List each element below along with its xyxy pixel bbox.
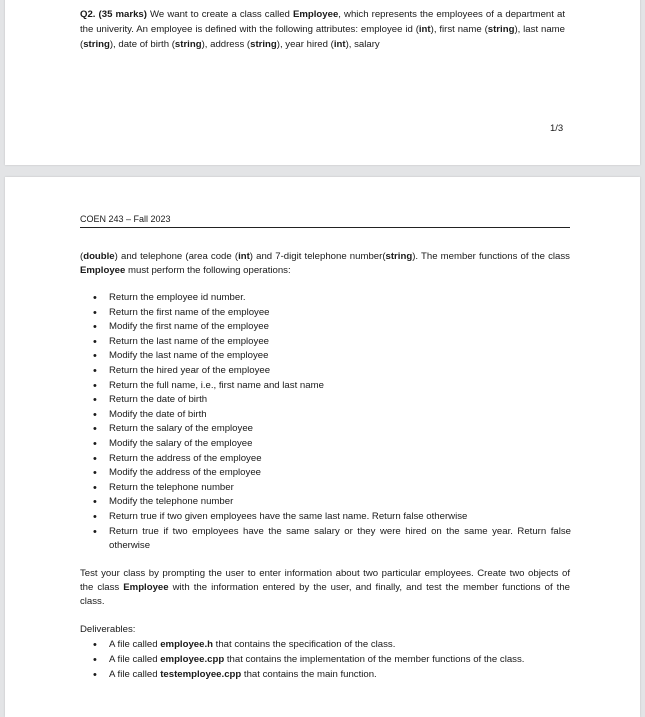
list-item: • Return the address of the employee bbox=[93, 452, 571, 467]
file-name: employee.h bbox=[160, 639, 213, 650]
list-item: • Modify the last name of the employee bbox=[93, 349, 571, 364]
class-name: Employee bbox=[292, 9, 339, 20]
list-item: • Modify the address of the employee bbox=[93, 466, 571, 481]
list-item: • A file called employee.h that contains the specification of the class. bbox=[93, 638, 571, 652]
list-item: • Return the hired year of the employee bbox=[93, 364, 571, 379]
file-name: employee.cpp bbox=[160, 654, 225, 665]
list-item: • Modify the salary of the employee bbox=[93, 437, 571, 452]
header-divider bbox=[80, 227, 570, 228]
continuation-paragraph: (double) and telephone (area code (int) and 7-digit telephone number(string). The member functions of the class Employee must perform the following operations: bbox=[80, 251, 570, 276]
list-item: • Return true if two given employees have the same last name. Return false otherwise bbox=[93, 510, 571, 525]
deliverables-list bbox=[93, 638, 571, 683]
document-page-1 bbox=[5, 0, 640, 165]
list-item: • Modify the date of birth bbox=[93, 408, 571, 423]
page-number: 1/3 bbox=[550, 123, 564, 134]
list-item: • A file called testemployee.cpp that contains the main function. bbox=[93, 668, 571, 682]
list-item: • Return the date of birth bbox=[93, 393, 571, 408]
list-item: • Return true if two employees have the same salary or they were hired on the same year. Return false otherwise bbox=[93, 525, 571, 554]
test-paragraph: Test your class by prompting the user to enter information about two particular employees. Create two objects of the class Employee with the information entered by the user, and finally, and test the member functions of the class. bbox=[80, 568, 570, 607]
list-item: • Return the telephone number bbox=[93, 481, 571, 496]
deliverables-title: Deliverables: bbox=[80, 624, 136, 635]
list-item: • A file called employee.cpp that contains the implementation of the member functions of the class. bbox=[93, 653, 571, 667]
list-item: • Return the salary of the employee bbox=[93, 422, 571, 437]
list-item: • Modify the first name of the employee bbox=[93, 320, 571, 335]
list-item: • Modify the telephone number bbox=[93, 495, 571, 510]
list-item: • Return the last name of the employee bbox=[93, 335, 571, 350]
operations-list bbox=[93, 291, 571, 554]
question-marks: (35 marks) bbox=[98, 9, 147, 20]
document-page-2 bbox=[5, 177, 640, 717]
question-label: Q2. bbox=[80, 9, 96, 20]
page-header: COEN 243 – Fall 2023 bbox=[80, 214, 171, 224]
list-item: • Return the first name of the employee bbox=[93, 306, 571, 321]
list-item: • Return the employee id number. bbox=[93, 291, 571, 306]
file-name: testemployee.cpp bbox=[160, 669, 242, 680]
question-intro: Q2. (35 marks) We want to create a class called Employee, which represents the employees of a department at the univerity. An employee is defined with the following attributes: employee id (int), first name (string), last name (string), date of birth (string), address (string), year hired (int), salary bbox=[80, 9, 565, 50]
list-item: • Return the full name, i.e., first name and last name bbox=[93, 379, 571, 394]
